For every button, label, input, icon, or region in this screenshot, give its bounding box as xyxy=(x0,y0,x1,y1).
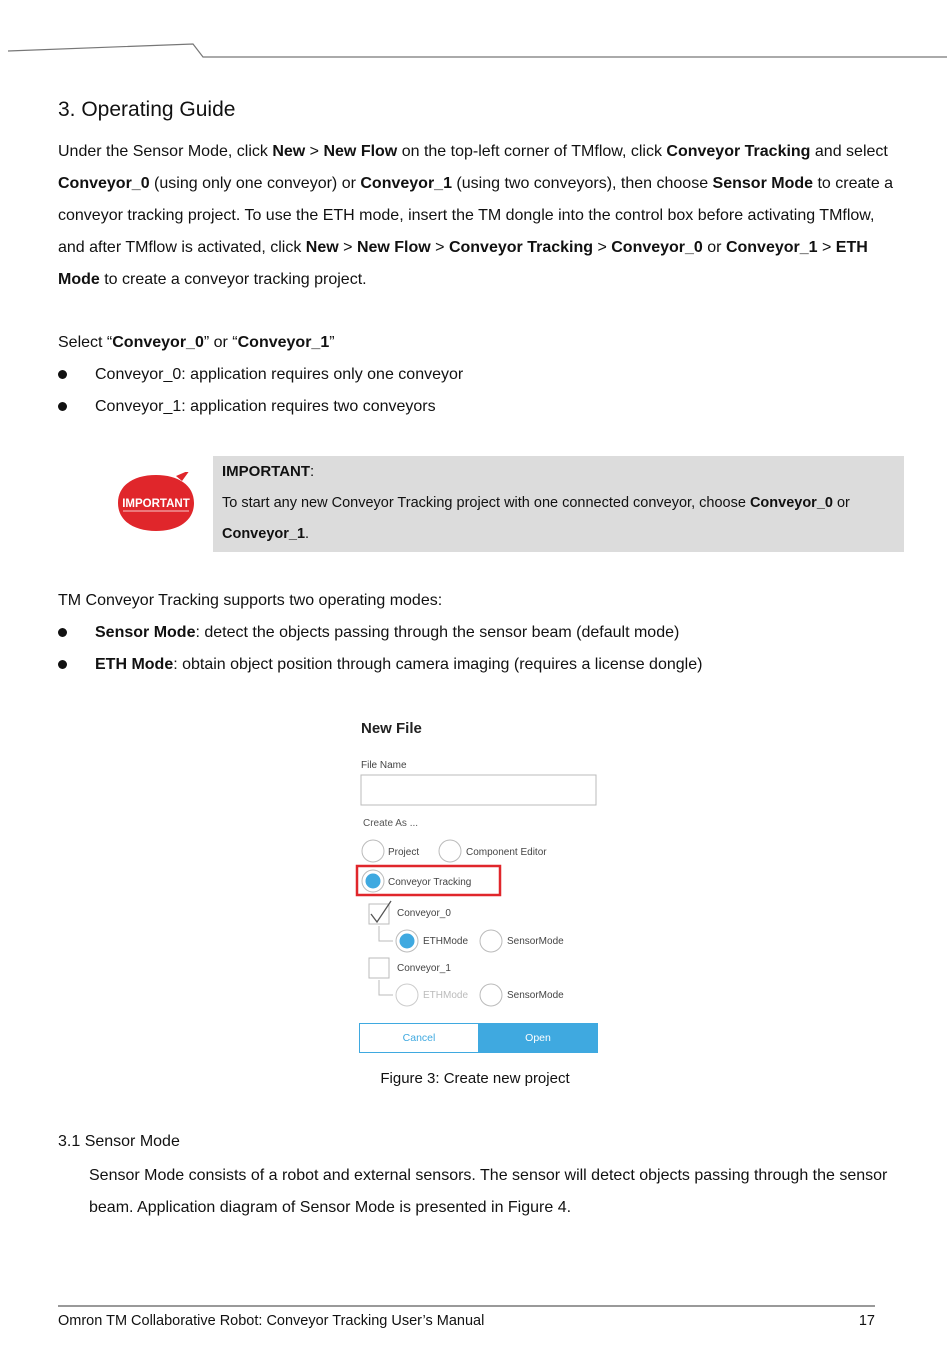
bullet-icon xyxy=(58,628,67,637)
select-line: Select “Conveyor_0” or “Conveyor_1” xyxy=(58,334,335,351)
sensor-mode-radio[interactable] xyxy=(480,984,502,1006)
list-item: Conveyor_0: application requires only one conveyor xyxy=(58,359,463,391)
bullet-icon xyxy=(58,402,67,411)
subsection-title: 3.1 Sensor Mode xyxy=(58,1133,180,1150)
important-text: To start any new Conveyor Tracking project with one connected conveyor, choose Conveyor_0 or Conveyor_1. xyxy=(222,495,850,542)
cancel-button-label: Cancel xyxy=(402,1032,436,1044)
svg-text:IMPORTANT: IMPORTANT xyxy=(122,498,190,510)
create-as-label: Create As ... xyxy=(363,818,419,829)
important-badge-icon xyxy=(116,472,196,534)
intro-paragraph: Under the Sensor Mode, click New > New Flow on the top-left corner of TMflow, click Conveyor Tracking and select Conveyor_0 (using only one conveyor) or Conveyor_1 (using two conveyors), then choose Sensor Mode to create a conveyor tracking project. To use the ETH mode, insert the TM dongle into the control box before activating TMflow, and after TMflow is activated, click New > New Flow > Conveyor Tracking > Conveyor_0 or Conveyor_1 > ETH Mode to create a conveyor tracking project. xyxy=(58,143,894,288)
conveyor-tracking-option-label: Conveyor Tracking xyxy=(388,877,472,888)
conveyor1-checkbox[interactable] xyxy=(369,958,389,978)
footer-title: Omron TM Collaborative Robot: Conveyor Tracking User’s Manual xyxy=(58,1313,485,1329)
important-title: IMPORTANT: xyxy=(222,463,315,480)
file-name-input[interactable] xyxy=(361,775,596,805)
bullet-icon xyxy=(58,370,67,379)
list-item: ETH Mode: obtain object position through camera imaging (requires a license dongle) xyxy=(58,649,702,681)
modes-intro: TM Conveyor Tracking supports two operating modes: xyxy=(58,592,443,609)
component-editor-radio[interactable] xyxy=(439,840,461,862)
eth-mode-label: ETHMode xyxy=(423,936,469,947)
sensor-mode-label: SensorMode xyxy=(507,990,564,1001)
component-editor-option-label: Component Editor xyxy=(466,847,547,858)
section-title: 3. Operating Guide xyxy=(58,98,236,121)
sensor-mode-label: SensorMode xyxy=(507,936,564,947)
header-rule xyxy=(0,40,950,64)
eth-mode-radio-disabled[interactable] xyxy=(396,984,418,1006)
figure-caption: Figure 3: Create new project xyxy=(380,1070,570,1087)
conveyor0-checkbox[interactable] xyxy=(369,904,389,924)
conveyor1-label: Conveyor_1 xyxy=(397,963,451,974)
eth-mode-label-disabled: ETHMode xyxy=(423,990,469,1001)
project-radio[interactable] xyxy=(362,840,384,862)
footer-rule xyxy=(58,1305,875,1307)
radio-selected-dot xyxy=(366,874,381,889)
dialog-title: New File xyxy=(361,720,422,737)
list-item: Conveyor_1: application requires two conveyors xyxy=(58,391,436,423)
radio-selected-dot xyxy=(400,934,415,949)
open-button-label: Open xyxy=(525,1032,551,1044)
conveyor0-label: Conveyor_0 xyxy=(397,908,451,919)
list-item: Sensor Mode: detect the objects passing through the sensor beam (default mode) xyxy=(58,617,679,649)
tree-connector xyxy=(379,926,393,941)
sensor-mode-radio[interactable] xyxy=(480,930,502,952)
subsection-body: Sensor Mode consists of a robot and external sensors. The sensor will detect objects passing through the sensor beam. Application diagram of Sensor Mode is presented in Figure 4. xyxy=(89,1167,888,1216)
project-option-label: Project xyxy=(388,847,420,858)
page-number: 17 xyxy=(858,1313,875,1329)
file-name-label: File Name xyxy=(361,760,407,771)
tree-connector xyxy=(379,980,393,995)
new-file-dialog-figure xyxy=(350,710,610,1060)
bullet-icon xyxy=(58,660,67,669)
